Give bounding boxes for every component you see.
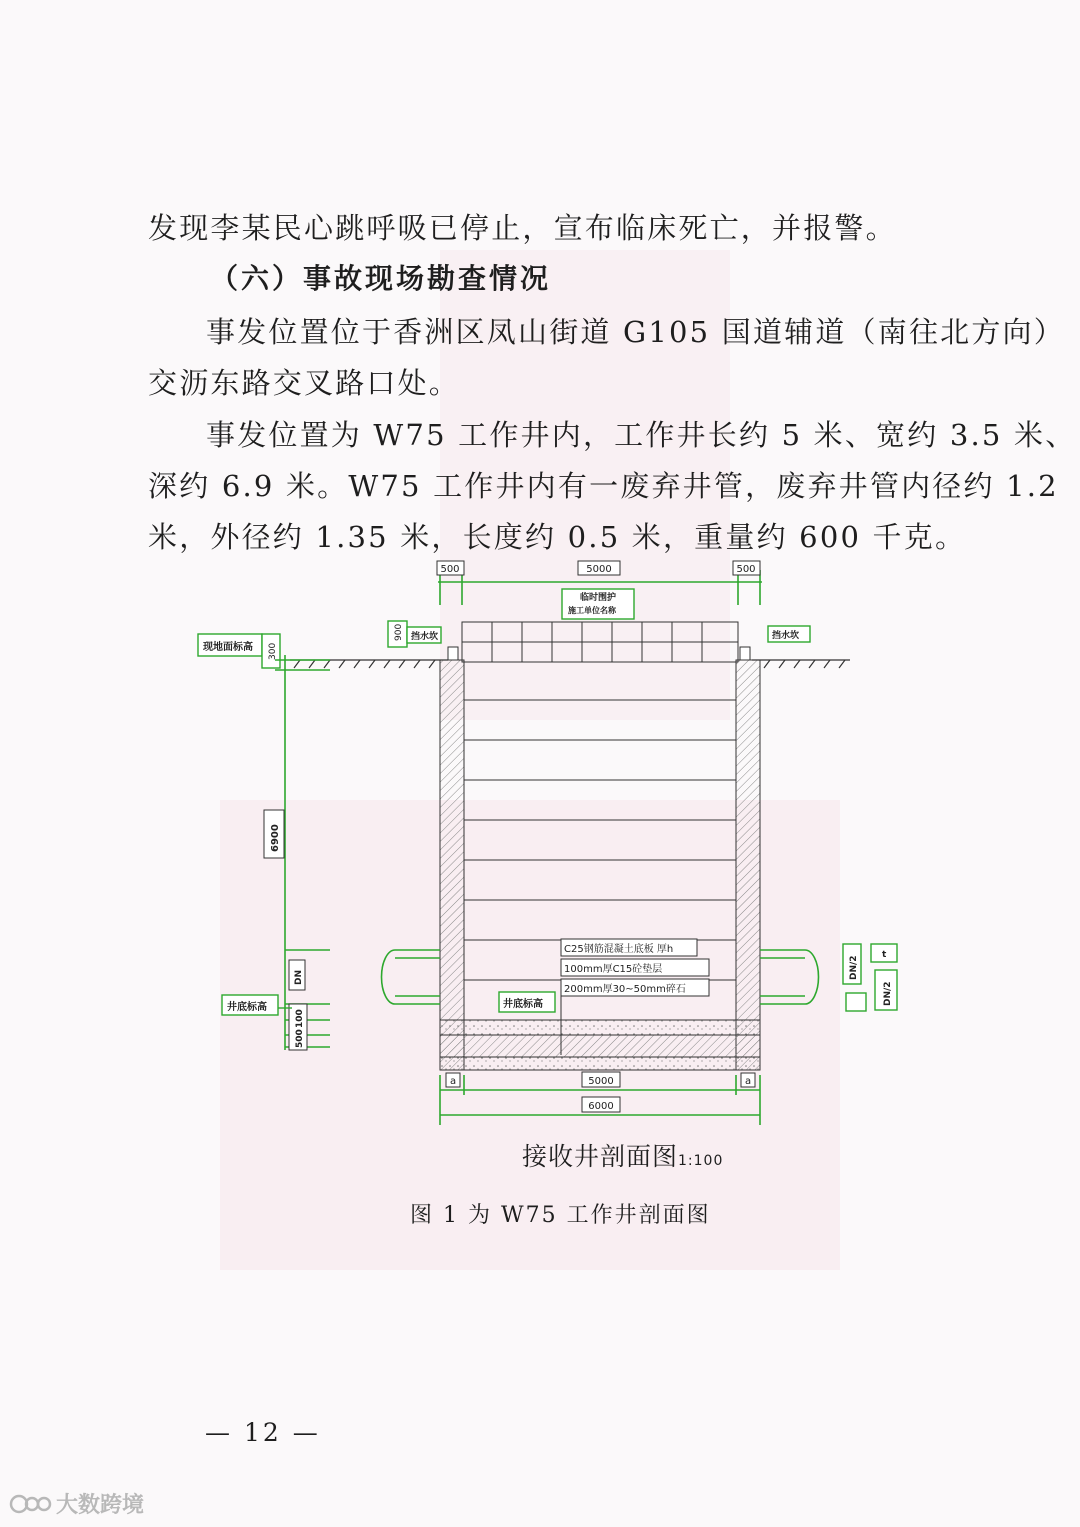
well-walls (440, 660, 760, 1070)
drawing-title-text: 接收井剖面图 (522, 1142, 679, 1171)
contractor-label: 施工单位名称 (568, 606, 616, 615)
ground-line (290, 660, 850, 668)
well-bottom-label-inner: 井底标高 (503, 999, 543, 1010)
watermark-logo-icon (8, 1493, 52, 1515)
pipe-right (760, 950, 819, 1004)
figure-caption: 图 1 为 W75 工作井剖面图 (410, 1203, 711, 1228)
paragraph-line: 米，外径约 1.35 米，长度约 0.5 米，重量约 600 千克。 (148, 520, 967, 554)
page-number: — 12 — (205, 1418, 321, 1447)
layer-3-label: 200mm厚30~50mm碎石 (564, 984, 686, 995)
dim-dn2-b: DN/2 (883, 981, 893, 1006)
dim-a-right: a (745, 1076, 752, 1087)
dim-dn: DN (294, 969, 304, 985)
ground-elevation-label: 现地面标高 (203, 642, 253, 653)
temporary-fence (462, 622, 738, 662)
water-barrier-right: 挡水坎 (772, 631, 800, 641)
watermark (8, 1488, 144, 1519)
dim-top-left: 500 (440, 564, 460, 575)
water-barrier-boxes (388, 621, 810, 647)
paragraph-line: 交沥东路交叉路口处。 (148, 366, 461, 400)
dim-top-mid: 5000 (586, 564, 612, 575)
pipe-left (382, 950, 441, 1004)
watermark-text: 大数跨境 (56, 1493, 145, 1518)
section-heading: （六）事故现场勘查情况 (210, 262, 552, 295)
paragraph-line: 深约 6.9 米。W75 工作井内有一废弃井管，废弃井管内径约 1.2 (148, 469, 1059, 503)
dim-6900: 6900 (270, 824, 281, 852)
drawing-title (522, 1137, 723, 1173)
layer-1-label: C25钢筋混凝土底板 厚h (564, 944, 674, 955)
paragraph-line: 事发位置为 W75 工作井内，工作井长约 5 米、宽约 3.5 米、 (206, 418, 1077, 452)
dim-5000-bottom: 5000 (588, 1076, 614, 1087)
well-bottom-label-left: 井底标高 (227, 1002, 267, 1013)
drawing-scale: 1:100 (678, 1153, 724, 1169)
paragraph-line: 发现李某民心跳呼吸已停止，宣布临床死亡，并报警。 (148, 211, 897, 245)
dim-900: 900 (394, 623, 404, 641)
water-barrier-left: 挡水坎 (411, 632, 439, 642)
dim-300: 300 (268, 642, 278, 660)
dim-dn2-a: DN/2 (849, 955, 859, 980)
lining-segments (464, 700, 736, 980)
dim-t: t (882, 950, 887, 960)
temp-fence-label: 临时围护 (580, 593, 617, 603)
dim-500: 500 (295, 1029, 305, 1048)
dim-6000: 6000 (588, 1101, 614, 1112)
dim-100: 100 (295, 1009, 305, 1028)
dim-top-right: 500 (736, 564, 756, 575)
paragraph-line: 事发位置位于香洲区凤山街道 G105 国道辅道（南往北方向） (206, 315, 1065, 349)
dim-a-left: a (450, 1076, 457, 1087)
bottom-slab (440, 1020, 760, 1070)
layer-2-label: 100mm厚C15砼垫层 (564, 964, 663, 975)
